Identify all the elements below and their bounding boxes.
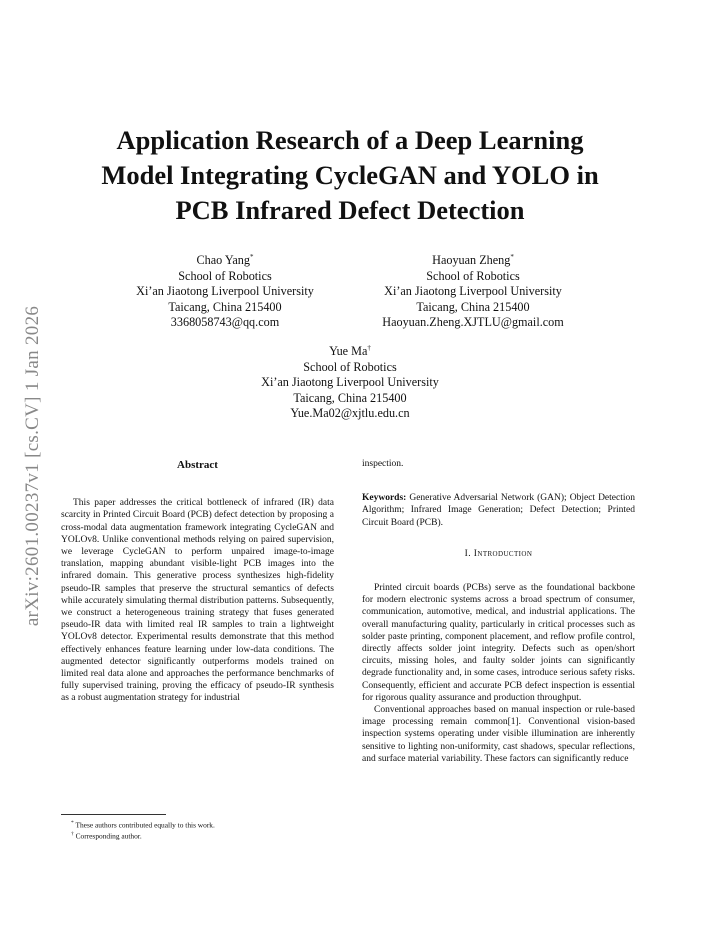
footnote-mark: *	[71, 820, 74, 826]
abstract-heading: Abstract	[177, 459, 218, 471]
author-school: School of Robotics	[178, 268, 272, 283]
intro-paragraph: Conventional approaches based on manual inspection or rule-based image processing remain common[1]. Conventional vision-based inspection systems operating under visible illumination are inherently sensitive to lighting non-uniformity, cast shadows, specular reflections, and surface material variability. These factors can significantly reduce	[362, 705, 635, 764]
footnote-rule	[61, 814, 166, 815]
section-heading-introduction	[362, 548, 635, 560]
author-name: Haoyuan Zheng	[432, 253, 511, 267]
keywords-label: Keywords:	[362, 493, 407, 504]
author-yue-ma	[0, 344, 700, 422]
right-column	[362, 458, 635, 765]
abstract-text: This paper addresses the critical bottleneck of infrared (IR) data scarcity in Printed Circuit Board (PCB) defect detection by proposing a cross-modal data augmentation framework integrating CycleGAN and YOLOv8. Unlike conventional methods relying on paired supervision, we leverage CycleGAN to perform unpaired image-to-image translation, mapping abundant visible-light PCB images into the infrared domain. This generative process synthesizes high-fidelity pseudo-IR samples that preserve the structural semantics of defects while accurately simulating thermal distribution patterns. Subsequently, we construct a heterogeneous training strategy that fuses generated pseudo-IR data with limited real IR samples to train a lightweight YOLOv8 detector. Experimental results demonstrate that this method effectively enhances feature learning under low-data conditions. The augmented detector significantly outperforms models trained on limited real data alone and approaches the performance benchmarks of fully supervised training, proving the efficacy of pseudo-IR synthesis as a robust augmentation strategy for industrial	[61, 498, 334, 704]
footnotes	[61, 814, 334, 841]
author-name: Yue Ma	[329, 344, 368, 358]
author-school: School of Robotics	[426, 268, 520, 283]
author-city: Taicang, China 215400	[168, 299, 282, 314]
keywords-text: Generative Adversarial Network (GAN); Object Detection Algorithm; Infrared Image Generation; Defect Detection; Printed Circuit Board (PCB).	[362, 493, 636, 528]
author-city: Taicang, China 215400	[293, 390, 407, 405]
paper-title	[60, 123, 640, 228]
author-haoyuan-zheng	[353, 253, 593, 331]
author-name: Chao Yang	[196, 253, 250, 267]
author-mark: †	[367, 343, 371, 352]
arxiv-identifier-text: arXiv:2601.00237v1 [cs.CV] 1 Jan 2026	[22, 305, 43, 627]
intro-paragraph: Printed circuit boards (PCBs) serve as the foundational backbone for modern electronic systems across a broad spectrum of consumer, communication, automotive, medical, and industrial applications. The overall manufacturing quality, particularly in critical processes such as solder paste printing, component placement, and reflow profile control, directly affects solder joint integrity. Defects such as open/short circuits, missing holes, and faulty solder joints can significantly degrade functionality and, in some cases, introduce serious safety risks. Consequently, efficient and accurate PCB defect inspection is essential for rigorous quality assurance and production throughput.	[362, 583, 635, 703]
title-line: Application Research of a Deep Learning	[116, 125, 584, 155]
footnote-equal-contribution	[61, 819, 334, 830]
section-title: Introduction	[473, 548, 533, 559]
author-university: Xi’an Jiaotong Liverpool University	[136, 284, 314, 299]
author-mark: *	[250, 252, 254, 261]
footnote-corresponding	[61, 830, 334, 841]
author-mark: *	[510, 252, 514, 261]
title-line: Model Integrating CycleGAN and YOLO in	[101, 160, 599, 190]
author-email: Yue.Ma02@xjtlu.edu.cn	[290, 406, 410, 421]
author-university: Xi’an Jiaotong Liverpool University	[261, 375, 439, 390]
keywords	[362, 492, 635, 529]
author-email: 3368058743@qq.com	[170, 315, 280, 330]
author-school: School of Robotics	[303, 359, 397, 374]
left-column	[61, 458, 334, 705]
footnote-text: Corresponding author.	[75, 831, 142, 841]
title-line: PCB Infrared Defect Detection	[175, 195, 525, 225]
footnote-mark: †	[71, 830, 74, 837]
abstract-continuation: inspection.	[362, 459, 404, 469]
author-university: Xi’an Jiaotong Liverpool University	[384, 284, 562, 299]
footnote-text: These authors contributed equally to this work.	[75, 820, 215, 830]
author-email: Haoyuan.Zheng.XJTLU@gmail.com	[382, 315, 564, 330]
author-city: Taicang, China 215400	[416, 299, 530, 314]
section-number: I.	[464, 548, 472, 559]
